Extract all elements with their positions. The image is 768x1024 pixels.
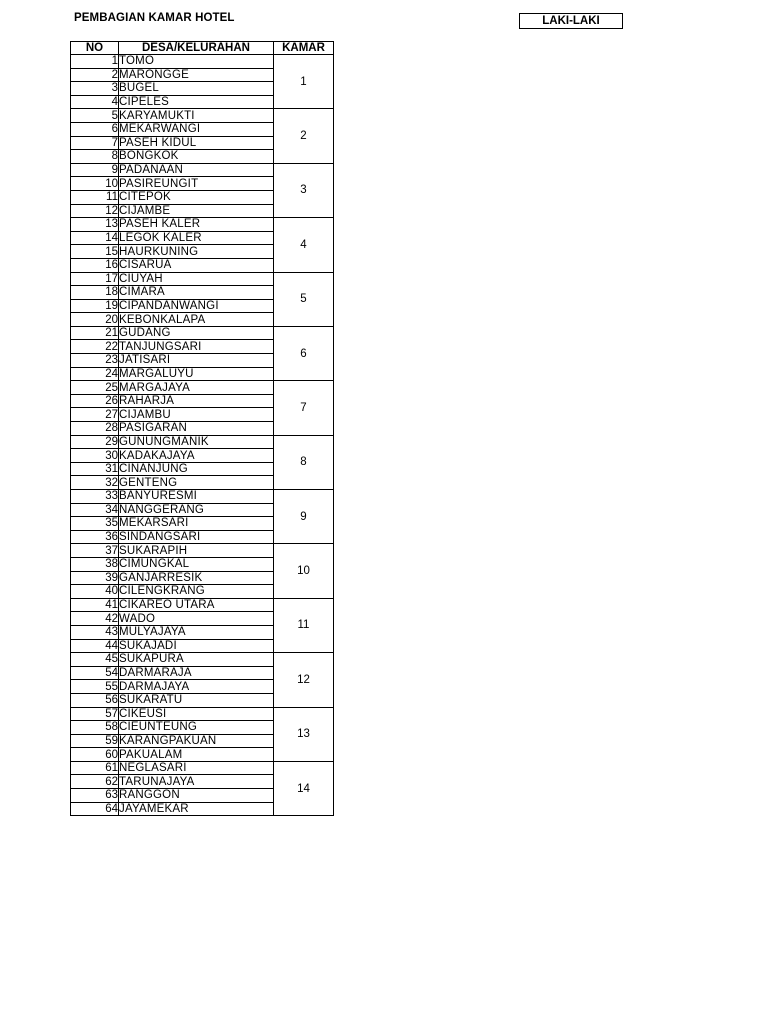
village-name: DARMAJAYA <box>119 680 274 694</box>
row-number: 10 <box>71 177 119 191</box>
table-row <box>71 272 334 286</box>
village-name: BONGKOK <box>119 150 274 164</box>
row-number: 6 <box>71 122 119 136</box>
village-name: CIKEUSI <box>119 707 274 721</box>
village-name: CITEPOK <box>119 190 274 204</box>
room-number: 3 <box>274 163 334 217</box>
row-number: 16 <box>71 258 119 272</box>
village-name: SUKAPURA <box>119 653 274 667</box>
row-number: 8 <box>71 150 119 164</box>
village-name: KADAKAJAYA <box>119 449 274 463</box>
village-name: NANGGERANG <box>119 503 274 517</box>
village-name: MEKARSARI <box>119 517 274 531</box>
row-number: 29 <box>71 435 119 449</box>
row-number: 28 <box>71 422 119 436</box>
row-number: 58 <box>71 721 119 735</box>
village-name: NEGLASARI <box>119 761 274 775</box>
village-name: GANJARRESIK <box>119 571 274 585</box>
row-number: 15 <box>71 245 119 259</box>
row-number: 25 <box>71 381 119 395</box>
room-number: 4 <box>274 218 334 272</box>
row-number: 37 <box>71 544 119 558</box>
row-number: 27 <box>71 408 119 422</box>
table-row <box>71 381 334 395</box>
village-name: TANJUNGSARI <box>119 340 274 354</box>
village-name: CIKAREO UTARA <box>119 598 274 612</box>
room-number: 6 <box>274 326 334 380</box>
room-number: 8 <box>274 435 334 489</box>
document-title: PEMBAGIAN KAMAR HOTEL <box>74 12 235 24</box>
header-kamar: KAMAR <box>274 42 334 55</box>
village-name: MARONGGE <box>119 68 274 82</box>
row-number: 11 <box>71 190 119 204</box>
village-name: CIJAMBE <box>119 204 274 218</box>
village-name: LEGOK KALER <box>119 231 274 245</box>
row-number: 17 <box>71 272 119 286</box>
row-number: 38 <box>71 557 119 571</box>
village-name: CIMARA <box>119 286 274 300</box>
category-label: LAKI-LAKI <box>519 13 623 29</box>
village-name: CILENGKRANG <box>119 585 274 599</box>
row-number: 19 <box>71 299 119 313</box>
table-row <box>71 544 334 558</box>
room-number: 11 <box>274 598 334 652</box>
village-name: CIJAMBU <box>119 408 274 422</box>
village-name: SUKARAPIH <box>119 544 274 558</box>
village-name: WADO <box>119 612 274 626</box>
village-name: CINANJUNG <box>119 462 274 476</box>
room-number: 7 <box>274 381 334 435</box>
table-body <box>71 55 334 816</box>
row-number: 63 <box>71 789 119 803</box>
village-name: JAYAMEKAR <box>119 802 274 816</box>
village-name: GUNUNGMANIK <box>119 435 274 449</box>
table-row <box>71 326 334 340</box>
table-row <box>71 490 334 504</box>
row-number: 30 <box>71 449 119 463</box>
row-number: 3 <box>71 82 119 96</box>
row-number: 45 <box>71 653 119 667</box>
village-name: DARMARAJA <box>119 666 274 680</box>
row-number: 54 <box>71 666 119 680</box>
row-number: 7 <box>71 136 119 150</box>
row-number: 18 <box>71 286 119 300</box>
village-name: TOMO <box>119 55 274 69</box>
village-name: TARUNAJAYA <box>119 775 274 789</box>
row-number: 14 <box>71 231 119 245</box>
village-name: MULYAJAYA <box>119 625 274 639</box>
village-name: JATISARI <box>119 354 274 368</box>
village-name: CIPELES <box>119 95 274 109</box>
village-name: PASIGARAN <box>119 422 274 436</box>
village-name: CIMUNGKAL <box>119 557 274 571</box>
village-name: GENTENG <box>119 476 274 490</box>
village-name: KEBONKALAPA <box>119 313 274 327</box>
village-name: BANYURESMI <box>119 490 274 504</box>
table-header-row <box>71 42 334 55</box>
row-number: 60 <box>71 748 119 762</box>
table-row <box>71 55 334 69</box>
row-number: 4 <box>71 95 119 109</box>
row-number: 64 <box>71 802 119 816</box>
row-number: 59 <box>71 734 119 748</box>
room-number: 5 <box>274 272 334 326</box>
table-row <box>71 435 334 449</box>
row-number: 40 <box>71 585 119 599</box>
village-name: PASEH KIDUL <box>119 136 274 150</box>
row-number: 39 <box>71 571 119 585</box>
village-name: MEKARWANGI <box>119 122 274 136</box>
row-number: 44 <box>71 639 119 653</box>
room-number: 12 <box>274 653 334 707</box>
row-number: 42 <box>71 612 119 626</box>
row-number: 41 <box>71 598 119 612</box>
village-name: PAKUALAM <box>119 748 274 762</box>
village-name: KARANGPAKUAN <box>119 734 274 748</box>
room-number: 9 <box>274 490 334 544</box>
row-number: 23 <box>71 354 119 368</box>
room-number: 13 <box>274 707 334 761</box>
table-row <box>71 598 334 612</box>
row-number: 31 <box>71 462 119 476</box>
row-number: 57 <box>71 707 119 721</box>
row-number: 21 <box>71 326 119 340</box>
row-number: 33 <box>71 490 119 504</box>
village-name: CISARUA <box>119 258 274 272</box>
room-number: 10 <box>274 544 334 598</box>
village-name: SUKAJADI <box>119 639 274 653</box>
table-row <box>71 218 334 232</box>
village-name: HAURKUNING <box>119 245 274 259</box>
table-row <box>71 163 334 177</box>
village-name: CIPANDANWANGI <box>119 299 274 313</box>
room-number: 14 <box>274 761 334 815</box>
row-number: 12 <box>71 204 119 218</box>
row-number: 5 <box>71 109 119 123</box>
village-name: PASIREUNGIT <box>119 177 274 191</box>
row-number: 32 <box>71 476 119 490</box>
village-name: SUKARATU <box>119 693 274 707</box>
header-name: DESA/KELURAHAN <box>119 42 274 55</box>
village-name: KARYAMUKTI <box>119 109 274 123</box>
row-number: 24 <box>71 367 119 381</box>
village-name: MARGALUYU <box>119 367 274 381</box>
village-name: CIEUNTEUNG <box>119 721 274 735</box>
village-name: SINDANGSARI <box>119 530 274 544</box>
row-number: 26 <box>71 394 119 408</box>
village-name: PADANAAN <box>119 163 274 177</box>
village-name: BUGEL <box>119 82 274 96</box>
table-row <box>71 707 334 721</box>
table-row <box>71 761 334 775</box>
row-number: 36 <box>71 530 119 544</box>
village-name: MARGAJAYA <box>119 381 274 395</box>
table-row <box>71 653 334 667</box>
row-number: 22 <box>71 340 119 354</box>
row-number: 34 <box>71 503 119 517</box>
village-name: PASEH KALER <box>119 218 274 232</box>
header-no: NO <box>71 42 119 55</box>
village-name: GUDANG <box>119 326 274 340</box>
room-allocation-table <box>70 41 334 816</box>
row-number: 20 <box>71 313 119 327</box>
row-number: 13 <box>71 218 119 232</box>
room-number: 2 <box>274 109 334 163</box>
row-number: 62 <box>71 775 119 789</box>
village-name: RAHARJA <box>119 394 274 408</box>
row-number: 43 <box>71 625 119 639</box>
row-number: 1 <box>71 55 119 69</box>
village-name: CIUYAH <box>119 272 274 286</box>
room-number: 1 <box>274 55 334 109</box>
row-number: 9 <box>71 163 119 177</box>
row-number: 61 <box>71 761 119 775</box>
village-name: RANGGON <box>119 789 274 803</box>
row-number: 56 <box>71 693 119 707</box>
row-number: 35 <box>71 517 119 531</box>
row-number: 55 <box>71 680 119 694</box>
row-number: 2 <box>71 68 119 82</box>
table-row <box>71 109 334 123</box>
